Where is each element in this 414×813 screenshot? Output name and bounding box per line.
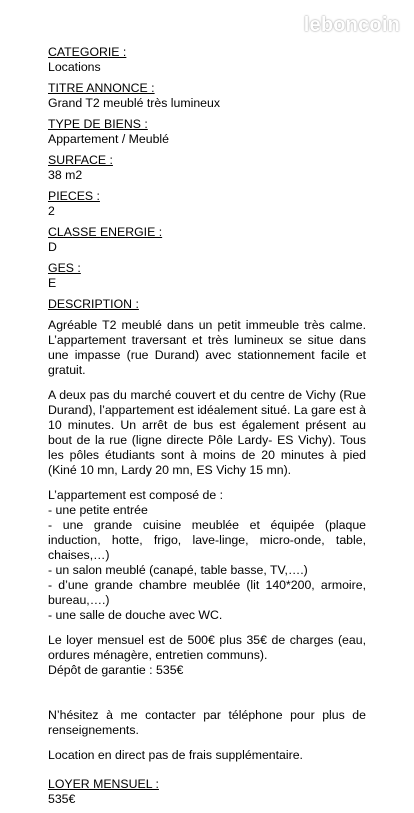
ges-value: E bbox=[48, 276, 57, 290]
leboncoin-watermark: leboncoin bbox=[303, 14, 400, 36]
list-item: - d’une grande chambre meublée (lit 140*200, armoire, bureau,….) bbox=[48, 578, 366, 607]
type-label: TYPE DE BIENS : bbox=[48, 117, 148, 131]
loyer-mensuel-label: LOYER MENSUEL : bbox=[48, 777, 159, 791]
rent-paragraph bbox=[48, 633, 366, 678]
field-surface bbox=[48, 153, 366, 183]
list-item: - un salon meublé (canapé, table basse, TV,….) bbox=[48, 563, 308, 577]
field-categorie bbox=[48, 45, 366, 75]
pieces-label: PIECES : bbox=[48, 189, 100, 203]
ges-label: GES : bbox=[48, 261, 81, 275]
description-paragraph: A deux pas du marché couvert et du centre de Vichy (Rue Durand), l’appartement est idéalement situé. La gare est à 10 minutes. Un arrêt de bus est également présent au bout de la rue (ligne directe Pôle Lardy- ES Vichy). Tous les pôles étudiants sont à moins de 20 minutes à pied (Kiné 10 mn, Lardy 20 mn, ES Vichy 15 mn). bbox=[48, 388, 366, 477]
field-loyer-mensuel bbox=[48, 777, 366, 807]
description-section bbox=[48, 297, 366, 763]
field-classe-energie bbox=[48, 225, 366, 255]
field-titre bbox=[48, 81, 366, 111]
loyer-mensuel-value: 535€ bbox=[48, 792, 76, 806]
type-value: Appartement / Meublé bbox=[48, 132, 169, 146]
contact-paragraph: N’hésitez à me contacter par téléphone pour plus de renseignements. bbox=[48, 708, 366, 737]
titre-label: TITRE ANNONCE : bbox=[48, 81, 155, 95]
classe-energie-label: CLASSE ENERGIE : bbox=[48, 225, 163, 239]
pieces-value: 2 bbox=[48, 204, 55, 218]
categorie-value: Locations bbox=[48, 60, 101, 74]
agency-fee-paragraph: Location en direct pas de frais supplémentaire. bbox=[48, 748, 303, 762]
list-item: - une grande cuisine meublée et équipée (plaque induction, hotte, frigo, lave-linge, micro-onde, table, chaises,…) bbox=[48, 518, 366, 562]
field-ges bbox=[48, 261, 366, 291]
categorie-label: CATEGORIE : bbox=[48, 45, 127, 59]
surface-label: SURFACE : bbox=[48, 153, 113, 167]
room-list-intro: L’appartement est composé de : bbox=[48, 488, 223, 502]
list-item: - une salle de douche avec WC. bbox=[48, 608, 223, 622]
list-item: - une petite entrée bbox=[48, 503, 148, 517]
titre-value: Grand T2 meublé très lumineux bbox=[48, 96, 221, 110]
rent-text: Le loyer mensuel est de 500€ plus 35€ de charges (eau, ordures ménagère, entretien communs). bbox=[48, 633, 366, 662]
field-pieces bbox=[48, 189, 366, 219]
field-type bbox=[48, 117, 366, 147]
room-list bbox=[48, 488, 366, 623]
surface-value: 38 m2 bbox=[48, 168, 83, 182]
listing-document bbox=[48, 45, 366, 813]
description-paragraph: Agréable T2 meublé dans un petit immeuble très calme. L’appartement traversant et très lumineux se situe dans une impasse (rue Durand) avec stationnement facile et gratuit. bbox=[48, 318, 366, 377]
description-label: DESCRIPTION : bbox=[48, 297, 139, 311]
deposit-text: Dépôt de garantie : 535€ bbox=[48, 663, 184, 677]
classe-energie-value: D bbox=[48, 240, 57, 254]
